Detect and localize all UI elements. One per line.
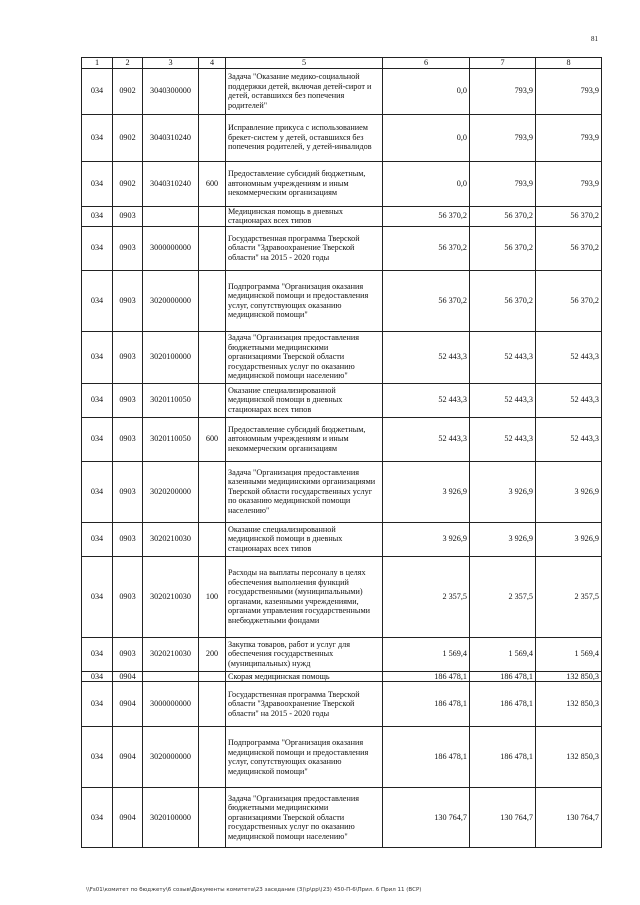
cell-chapter-code: 034 — [82, 417, 113, 461]
cell-section-code: 0904 — [113, 788, 143, 848]
cell-expense-type — [199, 788, 226, 848]
table-row — [82, 417, 602, 461]
cell-amount-col6: 52 443,3 — [383, 417, 470, 461]
cell-amount-col8: 52 443,3 — [536, 417, 602, 461]
cell-section-code: 0902 — [113, 161, 143, 206]
cell-amount-col8: 132 850,3 — [536, 671, 602, 682]
cell-amount-col6: 186 478,1 — [383, 727, 470, 788]
cell-chapter-code: 034 — [82, 68, 113, 114]
cell-chapter-code: 034 — [82, 637, 113, 671]
cell-target-article: 3020200000 — [143, 461, 199, 522]
cell-chapter-code: 034 — [82, 226, 113, 270]
cell-section-code: 0903 — [113, 331, 143, 383]
table-row — [82, 461, 602, 522]
cell-amount-col7: 130 764,7 — [470, 788, 536, 848]
cell-amount-col6: 52 443,3 — [383, 383, 470, 417]
cell-target-article: 3000000000 — [143, 682, 199, 727]
cell-amount-col8: 52 443,3 — [536, 383, 602, 417]
cell-target-article: 3020100000 — [143, 788, 199, 848]
cell-expense-type — [199, 671, 226, 682]
cell-section-code: 0903 — [113, 556, 143, 637]
cell-amount-col7: 2 357,5 — [470, 556, 536, 637]
header-col-3: 3 — [143, 58, 199, 69]
table-row — [82, 671, 602, 682]
cell-section-code: 0903 — [113, 461, 143, 522]
header-col-7: 7 — [470, 58, 536, 69]
cell-amount-col8: 132 850,3 — [536, 682, 602, 727]
cell-section-code: 0903 — [113, 226, 143, 270]
cell-expense-type: 600 — [199, 161, 226, 206]
table-row — [82, 161, 602, 206]
cell-target-article: 3020000000 — [143, 727, 199, 788]
cell-amount-col7: 52 443,3 — [470, 383, 536, 417]
cell-expense-type: 100 — [199, 556, 226, 637]
cell-chapter-code: 034 — [82, 383, 113, 417]
cell-amount-col6: 56 370,2 — [383, 206, 470, 226]
cell-chapter-code: 034 — [82, 556, 113, 637]
cell-amount-col6: 186 478,1 — [383, 671, 470, 682]
cell-description: Оказание специализированной медицинской помощи в дневных стационарах всех типов — [226, 383, 383, 417]
cell-description: Оказание специализированной медицинской помощи в дневных стационарах всех типов — [226, 522, 383, 556]
cell-target-article: 3020110050 — [143, 417, 199, 461]
header-col-8: 8 — [536, 58, 602, 69]
cell-chapter-code: 034 — [82, 331, 113, 383]
cell-amount-col8: 3 926,9 — [536, 522, 602, 556]
cell-amount-col8: 130 764,7 — [536, 788, 602, 848]
cell-amount-col6: 0,0 — [383, 114, 470, 161]
cell-target-article: 3040310240 — [143, 114, 199, 161]
cell-expense-type — [199, 226, 226, 270]
cell-amount-col6: 3 926,9 — [383, 461, 470, 522]
cell-expense-type — [199, 682, 226, 727]
table-row — [82, 206, 602, 226]
cell-target-article: 3040310240 — [143, 161, 199, 206]
cell-expense-type — [199, 114, 226, 161]
cell-amount-col6: 3 926,9 — [383, 522, 470, 556]
table-row — [82, 637, 602, 671]
cell-chapter-code: 034 — [82, 206, 113, 226]
cell-amount-col7: 56 370,2 — [470, 226, 536, 270]
cell-chapter-code: 034 — [82, 461, 113, 522]
cell-amount-col6: 130 764,7 — [383, 788, 470, 848]
table-header-row — [82, 58, 602, 69]
cell-description: Задача "Организация предоставления бюджетными медицинскими организациями Тверской области государственных услуг по оказанию медицинской помощи населению" — [226, 788, 383, 848]
cell-target-article: 3020210030 — [143, 522, 199, 556]
cell-description: Задача "Организация предоставления казенными медицинскими организациями Тверской области государственных услуг по оказанию медицинской помощи населению" — [226, 461, 383, 522]
cell-amount-col6: 1 569,4 — [383, 637, 470, 671]
cell-amount-col6: 56 370,2 — [383, 226, 470, 270]
table-row — [82, 383, 602, 417]
cell-amount-col8: 56 370,2 — [536, 226, 602, 270]
cell-section-code: 0903 — [113, 270, 143, 331]
cell-target-article — [143, 671, 199, 682]
cell-amount-col7: 1 569,4 — [470, 637, 536, 671]
cell-section-code: 0904 — [113, 727, 143, 788]
cell-amount-col7: 793,9 — [470, 114, 536, 161]
cell-target-article: 3020210030 — [143, 637, 199, 671]
cell-chapter-code: 034 — [82, 788, 113, 848]
header-col-2: 2 — [113, 58, 143, 69]
cell-description: Исправление прикуса с использованием брекет-систем у детей, оставшихся без попечения родителей, у детей-инвалидов — [226, 114, 383, 161]
cell-target-article — [143, 206, 199, 226]
cell-description: Подпрограмма "Организация оказания медицинской помощи и предоставления услуг, сопутствующих оказанию медицинской помощи" — [226, 270, 383, 331]
cell-description: Предоставление субсидий бюджетным, автономным учреждениям и иным некоммерческим организациям — [226, 417, 383, 461]
cell-amount-col8: 2 357,5 — [536, 556, 602, 637]
cell-expense-type — [199, 383, 226, 417]
table-row — [82, 331, 602, 383]
cell-expense-type — [199, 461, 226, 522]
cell-amount-col8: 3 926,9 — [536, 461, 602, 522]
cell-description: Задача "Организация предоставления бюджетными медицинскими организациями Тверской области государственных услуг по оказанию медицинской помощи населению" — [226, 331, 383, 383]
cell-chapter-code: 034 — [82, 727, 113, 788]
header-col-5: 5 — [226, 58, 383, 69]
cell-amount-col6: 2 357,5 — [383, 556, 470, 637]
cell-description: Скорая медицинская помощь — [226, 671, 383, 682]
table-row — [82, 68, 602, 114]
cell-expense-type — [199, 68, 226, 114]
cell-section-code: 0904 — [113, 671, 143, 682]
page-number: 81 — [591, 35, 598, 43]
table-row — [82, 226, 602, 270]
cell-amount-col8: 793,9 — [536, 114, 602, 161]
header-col-1: 1 — [82, 58, 113, 69]
cell-section-code: 0904 — [113, 682, 143, 727]
cell-expense-type: 200 — [199, 637, 226, 671]
table-row — [82, 788, 602, 848]
cell-chapter-code: 034 — [82, 161, 113, 206]
cell-description: Закупка товаров, работ и услуг для обеспечения государственных (муниципальных) нужд — [226, 637, 383, 671]
cell-description: Предоставление субсидий бюджетным, автономным учреждениям и иным некоммерческим организациям — [226, 161, 383, 206]
cell-section-code: 0902 — [113, 68, 143, 114]
cell-description: Подпрограмма "Организация оказания медицинской помощи и предоставления услуг, сопутствующих оказанию медицинской помощи" — [226, 727, 383, 788]
cell-target-article: 3000000000 — [143, 226, 199, 270]
table-row — [82, 556, 602, 637]
cell-target-article: 3020210030 — [143, 556, 199, 637]
cell-description: Расходы на выплаты персоналу в целях обеспечения выполнения функций государственными (муниципальными) органами, казенными учреждениями, органами управления государственными внебюджетными фондами — [226, 556, 383, 637]
cell-expense-type: 600 — [199, 417, 226, 461]
cell-amount-col8: 56 370,2 — [536, 206, 602, 226]
cell-expense-type — [199, 331, 226, 383]
footer-file-path: \\Fs01\комитет по бюджету\6 созыв\Документы комитета\23 заседание (3)\р\рр\(23) 450-П-6\Прил. 6 Прил 11 (ВСР) — [86, 887, 422, 893]
cell-amount-col7: 3 926,9 — [470, 461, 536, 522]
cell-amount-col7: 56 370,2 — [470, 206, 536, 226]
cell-expense-type — [199, 270, 226, 331]
cell-section-code: 0903 — [113, 383, 143, 417]
cell-amount-col7: 3 926,9 — [470, 522, 536, 556]
cell-expense-type — [199, 727, 226, 788]
cell-expense-type — [199, 206, 226, 226]
cell-amount-col7: 186 478,1 — [470, 727, 536, 788]
table-row — [82, 522, 602, 556]
cell-amount-col7: 52 443,3 — [470, 331, 536, 383]
cell-amount-col7: 186 478,1 — [470, 682, 536, 727]
table-row — [82, 114, 602, 161]
cell-amount-col8: 793,9 — [536, 161, 602, 206]
cell-description: Медицинская помощь в дневных стационарах всех типов — [226, 206, 383, 226]
cell-section-code: 0902 — [113, 114, 143, 161]
cell-target-article: 3020000000 — [143, 270, 199, 331]
cell-description: Задача "Оказание медико-социальной поддержки детей, включая детей-сирот и детей, оставшихся без попечения родителей" — [226, 68, 383, 114]
table-row — [82, 727, 602, 788]
cell-amount-col8: 56 370,2 — [536, 270, 602, 331]
cell-target-article: 3040300000 — [143, 68, 199, 114]
cell-chapter-code: 034 — [82, 114, 113, 161]
cell-amount-col8: 793,9 — [536, 68, 602, 114]
cell-chapter-code: 034 — [82, 522, 113, 556]
cell-amount-col6: 56 370,2 — [383, 270, 470, 331]
cell-amount-col7: 56 370,2 — [470, 270, 536, 331]
cell-amount-col6: 186 478,1 — [383, 682, 470, 727]
cell-amount-col7: 186 478,1 — [470, 671, 536, 682]
cell-amount-col8: 132 850,3 — [536, 727, 602, 788]
cell-amount-col8: 1 569,4 — [536, 637, 602, 671]
cell-amount-col8: 52 443,3 — [536, 331, 602, 383]
cell-section-code: 0903 — [113, 417, 143, 461]
cell-section-code: 0903 — [113, 637, 143, 671]
header-col-4: 4 — [199, 58, 226, 69]
cell-amount-col7: 793,9 — [470, 68, 536, 114]
cell-amount-col6: 52 443,3 — [383, 331, 470, 383]
table-row — [82, 682, 602, 727]
header-col-6: 6 — [383, 58, 470, 69]
cell-description: Государственная программа Тверской области "Здравоохранение Тверской области" на 2015 - 2020 годы — [226, 226, 383, 270]
cell-target-article: 3020110050 — [143, 383, 199, 417]
cell-expense-type — [199, 522, 226, 556]
cell-chapter-code: 034 — [82, 671, 113, 682]
cell-target-article: 3020100000 — [143, 331, 199, 383]
cell-section-code: 0903 — [113, 206, 143, 226]
cell-section-code: 0903 — [113, 522, 143, 556]
cell-amount-col7: 52 443,3 — [470, 417, 536, 461]
cell-amount-col7: 793,9 — [470, 161, 536, 206]
cell-amount-col6: 0,0 — [383, 68, 470, 114]
budget-table — [81, 57, 602, 848]
cell-description: Государственная программа Тверской области "Здравоохранение Тверской области" на 2015 - 2020 годы — [226, 682, 383, 727]
cell-amount-col6: 0,0 — [383, 161, 470, 206]
cell-chapter-code: 034 — [82, 270, 113, 331]
table-row — [82, 270, 602, 331]
cell-chapter-code: 034 — [82, 682, 113, 727]
